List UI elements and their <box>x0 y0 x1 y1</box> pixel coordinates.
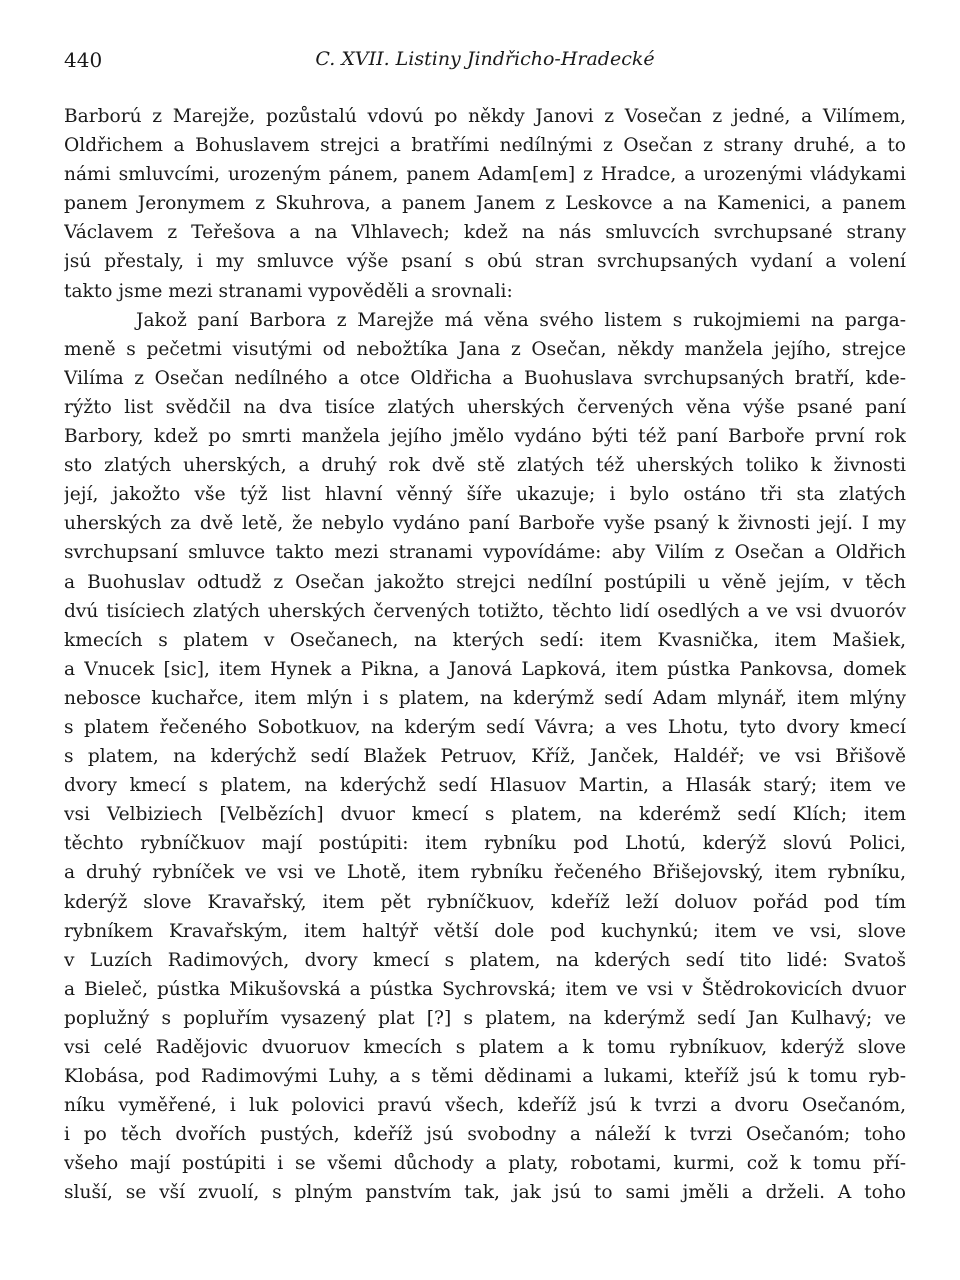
text-line: s platem řečeného Sobotkuov, na kderým sedí Vávra; a ves Lhotu, tyto dvory kmecí <box>64 716 906 738</box>
text-line: v Luzích Radimových, dvory kmecí s platem, na kderých sedí tito lidé: Svatoš <box>64 949 906 971</box>
text-line: těchto rybníčkuov mají postúpiti: item rybníku pod Lhotú, kderýž slovú Polici, <box>64 833 906 855</box>
text-line: dvú tisíciech zlatých uherských červených totižto, těchto lidí osedlých a ve vsi dvuoróv <box>64 600 906 622</box>
text-line: Klobása, pod Radimovými Luhy, a s těmi dědinami a lukami, kteříž jsú k tomu ryb- <box>64 1066 906 1088</box>
text-line: Barború z Marejže, pozůstalú vdovú po někdy Janovi z Vosečan z jedné, a Vilímem, <box>64 106 906 127</box>
text-line: rýžto list svědčil na dva tisíce zlatých uherských červených věna výše psané paní <box>64 396 906 418</box>
text-line: sluší, se vší zvuolí, s plným panstvím tak, jak jsú to sami jměli a drželi. A toho <box>64 1182 906 1204</box>
text-line: sto zlatých uherských, a druhý rok dvě stě zlatých též uherských toliko k živnosti <box>64 455 906 477</box>
text-line: námi smluvcími, urozeným pánem, panem Adam[em] z Hradce, a urozenými vládykami <box>64 164 906 186</box>
text-line: a Vnucek [sic], item Hynek a Pikna, a Janová Lapková, item pústka Pankovsa, domek <box>64 658 906 680</box>
text-line: takto jsme mezi stranami vypověděli a srovnali: <box>64 280 513 302</box>
text-line: Oldřichem a Bohuslavem strejci a bratřími nedílnými z Osečan z strany druhé, a to <box>64 135 906 157</box>
text-line: níku vyměřené, i luk polovici pravú všech, kdeříž jsú k tvrzi a dvoru Osečanóm, <box>64 1095 906 1117</box>
document-page <box>64 44 906 1208</box>
page-number: 440 <box>64 48 103 72</box>
text-line: poplužný s popluřím vysazený plat [?] s platem, na kderýmž sedí Jan Kulhavý; ve <box>64 1007 906 1029</box>
text-line: Jakož paní Barbora z Marejže má věna svého listem s rukojmiemi na parga- <box>136 309 906 331</box>
text-line: meně s pečetmi visutými od nebožtíka Jana z Osečan, někdy manžela jejího, strejce <box>64 338 906 360</box>
text-line: uherských za dvě letě, že nebylo vydáno paní Barboře vyše psaný k živnosti její. I my <box>64 513 906 535</box>
page-header <box>64 44 906 80</box>
text-line: vsi celé Radějovic dvuoruov kmecích s platem a k tomu rybníkuov, kderýž slove <box>64 1037 906 1058</box>
text-line: Vilíma z Osečan nedílného a otce Oldřicha a Buohuslava svrchupsaných bratří, kde- <box>64 367 906 389</box>
text-line: s platem, na kderýchž sedí Blažek Petruov, Kříž, Janček, Haldéř; ve vsi Břišově <box>64 746 906 768</box>
text-line: nebosce kuchařce, item mlýn i s platem, na kderýmž sedí Adam mlynář, item mlýny <box>64 687 906 709</box>
text-line: vsi Velbiziech [Velbězích] dvuor kmecí s platem, na kderémž sedí Klích; item <box>64 804 906 826</box>
text-line: a Bieleč, pústka Mikušovská a pústka Sychrovská; item ve vsi v Štědrokovicích dvuor <box>64 978 906 1000</box>
text-line: dvory kmecí s platem, na kderýchž sedí Hlasuov Martin, a Hlasák starý; item ve <box>64 775 906 797</box>
text-line: kmecích s platem v Osečanech, na kterých sedí: item Kvasnička, item Mašiek, <box>64 629 906 651</box>
text-line: svrchupsaní smluvce takto mezi stranami vypovídáme: aby Vilím z Osečan a Oldřich <box>64 542 906 564</box>
text-line: a Buohuslav odtudž z Osečan jakožto strejci nedílní postúpili u věně jejím, v těch <box>64 571 906 593</box>
running-head: C. XVII. Listiny Jindřicho-Hradecké <box>315 48 655 70</box>
text-line: Václavem z Teřešova a na Vlhlavech; kdež na nás smluvcích svrchupsané strany <box>64 222 906 244</box>
text-line: všeho mají postúpiti i se všemi důchody a platy, robotami, kurmi, což k tomu pří- <box>64 1153 906 1175</box>
document-body <box>64 102 906 1208</box>
text-line: i po těch dvořích pustých, kdeříž jsú svobodny a náleží k tvrzi Osečanóm; toho <box>64 1124 906 1146</box>
text-line: kderýž slove Kravařský, item pět rybníčkuov, kdeříž leží doluov pořád pod tím <box>64 891 906 913</box>
text-line: jsú přestaly, i my smluvce výše psaní s obú stran svrchupsaných vydaní a volení <box>64 251 906 273</box>
text-line: Barbory, kdež po smrti manžela jejího jmělo vydáno býti též paní Barboře první rok <box>64 426 906 448</box>
text-line: panem Jeronymem z Skuhrova, a panem Janem z Leskovce a na Kamenici, a panem <box>64 193 906 215</box>
text-line: a druhý rybníček ve vsi ve Lhotě, item rybníku řečeného Břišejovský, item rybníku, <box>64 862 906 884</box>
text-line: její, jakožto vše týž list hlavní věnný šíře ukazuje; i bylo ostáno tři sta zlatých <box>64 484 906 506</box>
text-line: rybníkem Kravařským, item haltýř větší dole pod kuchynkú; item ve vsi, slove <box>64 920 906 942</box>
